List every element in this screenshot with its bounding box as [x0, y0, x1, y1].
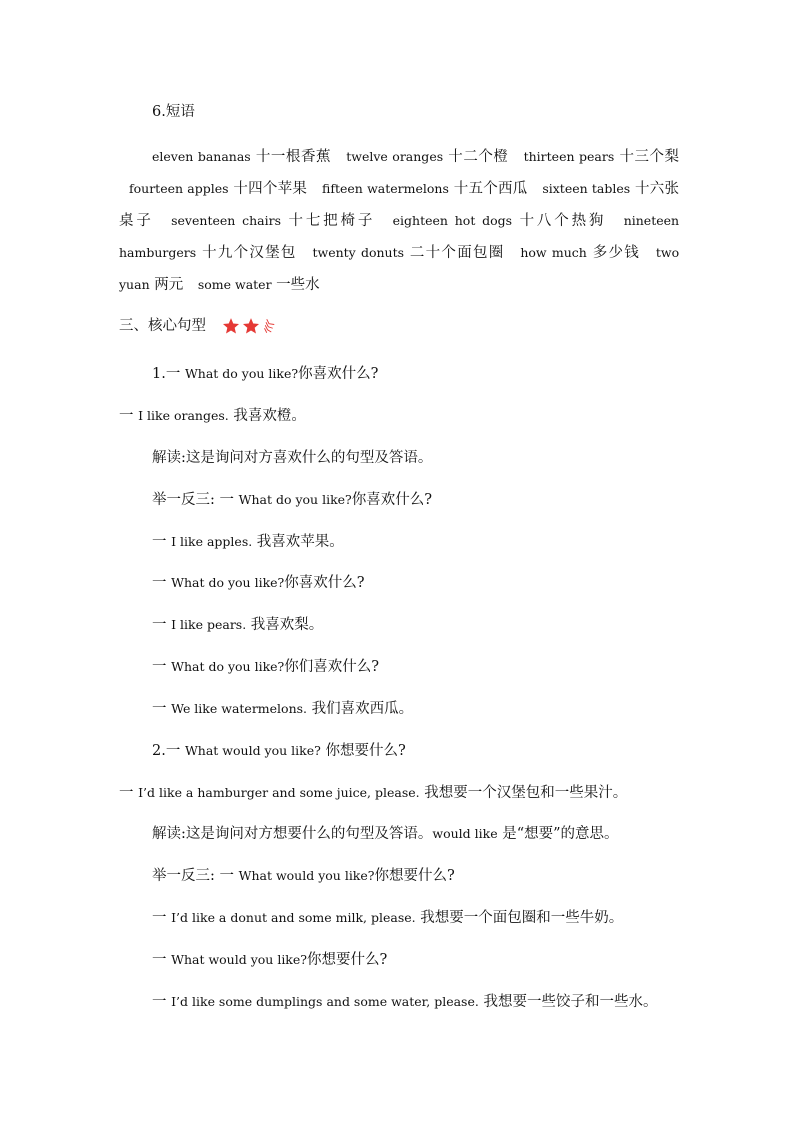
pattern-1-example	[152, 573, 679, 593]
dash-prefix: 一	[152, 910, 172, 926]
dash-prefix: 1.一	[152, 366, 185, 382]
english-text: What do you like?	[171, 659, 285, 674]
chinese-text: 我想要一个汉堡包和一些果汁。	[419, 785, 628, 801]
dash-prefix: 一	[214, 492, 239, 508]
pattern-1-example	[152, 615, 679, 635]
phrase-zh: 十一根香蕉	[255, 149, 332, 165]
phrase-en: seventeen chairs	[171, 213, 282, 228]
english-text: I’d like a hamburger and some juice, please.	[138, 785, 420, 800]
phrase-en: twelve oranges	[346, 149, 444, 164]
phrase-list	[119, 141, 679, 301]
phrase-item	[312, 245, 504, 261]
section-3-title: 三、核心句型	[119, 318, 206, 334]
chinese-text: 解读:这是询问对方想要什么的句型及答语。	[152, 826, 433, 842]
dash-prefix: 一	[152, 952, 172, 968]
english-text: I like pears.	[171, 617, 247, 632]
chinese-text: 你喜欢什么?	[284, 575, 365, 591]
phrase-en: twenty donuts	[312, 245, 405, 260]
phrase-zh: 十九个汉堡包	[202, 245, 297, 261]
chinese-text: 我喜欢苹果。	[252, 534, 344, 550]
chinese-text: 你喜欢什么?	[351, 492, 433, 508]
pattern-1-answer	[119, 406, 679, 426]
phrase-zh: 十三个梨	[619, 149, 680, 165]
dash-prefix: 一	[214, 868, 239, 884]
chinese-text: 我想要一些饺子和一些水。	[478, 994, 658, 1010]
chinese-text: 我们喜欢西瓜。	[307, 701, 414, 717]
phrase-en: eighteen hot dogs	[392, 213, 513, 228]
phrase-item	[346, 149, 508, 165]
phrase-item	[171, 213, 375, 229]
phrase-en: nineteen hamburgers	[119, 213, 680, 260]
phrase-zh: 两元	[154, 277, 184, 293]
chinese-text: 你喜欢什么?	[298, 366, 379, 382]
phrase-en: thirteen pears	[523, 149, 615, 164]
phrase-zh: 二十个面包圈	[409, 245, 505, 261]
chinese-text: 你想要什么?	[320, 743, 406, 759]
pattern-2-answer	[119, 783, 679, 803]
phrase-zh: 十四个苹果	[233, 181, 308, 197]
phrase-en: fourteen apples	[129, 181, 229, 196]
english-text: We like watermelons.	[171, 701, 308, 716]
english-text: would like	[432, 826, 498, 841]
chinese-text: 我喜欢梨。	[246, 617, 324, 633]
chinese-text: 你们喜欢什么?	[284, 659, 380, 675]
star-icon	[242, 317, 260, 335]
chinese-text: 我喜欢橙。	[228, 408, 306, 424]
section-3-heading	[119, 314, 276, 338]
dash-prefix: 一	[152, 534, 172, 550]
english-text: What would you like?	[184, 743, 321, 758]
phrase-zh: 十七把椅子	[288, 213, 376, 229]
pattern-2-question	[152, 741, 679, 761]
half-star-icon	[262, 317, 276, 335]
phrase-en: eleven bananas	[152, 149, 251, 164]
english-text: What do you like?	[184, 366, 299, 381]
chinese-text: 你想要什么?	[307, 952, 388, 968]
chinese-text: 是“想要”的意思。	[497, 826, 619, 842]
pattern-1-example	[152, 490, 679, 510]
pattern-2-explanation	[152, 824, 679, 844]
phrase-zh: 十六张桌子	[119, 181, 680, 229]
dash-prefix: 一	[152, 575, 172, 591]
pattern-1-example	[152, 699, 679, 719]
pattern-1-example	[152, 657, 679, 677]
phrase-en: how much	[520, 245, 587, 260]
pattern-1-question	[152, 364, 679, 384]
pattern-2-example	[152, 908, 679, 928]
pattern-2-example	[152, 950, 679, 970]
dash-prefix: 一	[119, 785, 139, 801]
phrase-en: fifteen watermelons	[322, 181, 449, 196]
dash-prefix: 2.一	[152, 743, 185, 759]
phrase-item	[129, 181, 307, 197]
section-6-heading: 6.短语	[152, 104, 195, 120]
english-text: I like apples.	[171, 534, 253, 549]
phrase-item	[524, 149, 679, 165]
star-icon	[222, 317, 240, 335]
dash-prefix: 一	[152, 994, 172, 1010]
english-text: What do you like?	[171, 575, 285, 590]
english-text: What would you like?	[171, 952, 307, 967]
examples-label: 举一反三:	[152, 868, 215, 884]
phrase-item	[152, 149, 331, 165]
pattern-1-example	[152, 532, 679, 552]
pattern-2-example	[152, 866, 679, 886]
chinese-text: 我想要一个面包圈和一些牛奶。	[415, 910, 624, 926]
english-text: What would you like?	[238, 868, 375, 883]
phrase-item	[520, 245, 640, 261]
phrase-en: some water	[197, 277, 272, 292]
english-text: I’d like a donut and some milk, please.	[171, 910, 416, 925]
examples-label: 举一反三:	[152, 492, 215, 508]
phrase-en: sixteen tables	[542, 181, 631, 196]
dash-prefix: 一	[152, 701, 172, 717]
english-text: What do you like?	[238, 492, 352, 507]
phrase-zh: 多少钱	[592, 245, 640, 261]
phrase-en: two yuan	[119, 245, 680, 292]
english-text: I like oranges.	[138, 408, 229, 423]
pattern-2-example	[152, 992, 679, 1012]
star-rating	[222, 317, 276, 335]
pattern-1-explanation: 解读:这是询问对方喜欢什么的句型及答语。	[152, 450, 433, 466]
dash-prefix: 一	[152, 659, 172, 675]
phrase-item	[322, 181, 527, 197]
phrase-zh: 十五个西瓜	[453, 181, 528, 197]
phrase-zh: 十八个热狗	[519, 213, 607, 229]
phrase-zh: 十二个橙	[448, 149, 509, 165]
phrase-item	[393, 213, 607, 229]
dash-prefix: 一	[152, 617, 172, 633]
dash-prefix: 一	[119, 408, 139, 424]
chinese-text: 你想要什么?	[374, 868, 455, 884]
english-text: I’d like some dumplings and some water, please.	[171, 994, 479, 1009]
phrase-item	[198, 277, 320, 293]
phrase-zh: 一些水	[276, 277, 320, 293]
